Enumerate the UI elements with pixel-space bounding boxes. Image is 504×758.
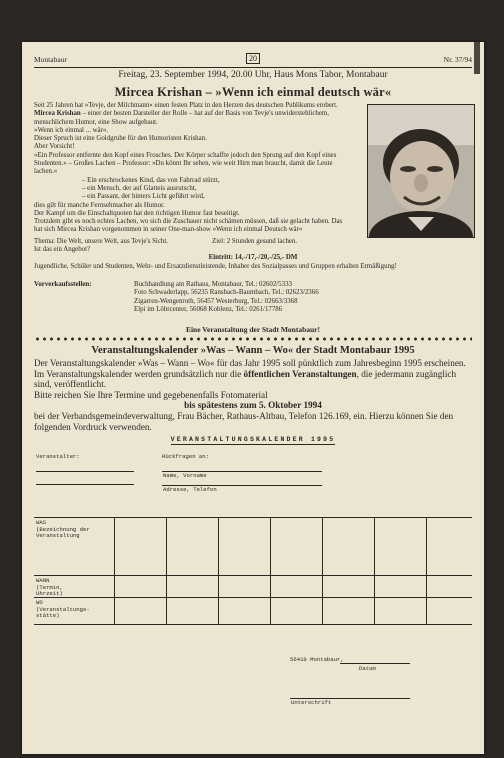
presale-label: Vorverkaufsstellen: bbox=[34, 281, 92, 288]
calendar-title: Veranstaltungskalender »Was – Wann – Wo« der Stadt Montabaur 1995 bbox=[91, 345, 415, 356]
event-article bbox=[34, 102, 352, 235]
header-issue: Nr. 37/94 bbox=[443, 55, 472, 64]
form-line-organizer-2[interactable] bbox=[36, 484, 134, 485]
header-page-number: 20 bbox=[246, 53, 260, 64]
header-rule bbox=[34, 67, 472, 68]
grid-label-when: WANN (Termin, Uhrzeit) bbox=[36, 577, 63, 598]
article-line: Aber Vorsicht! bbox=[34, 143, 75, 151]
header-town: Montabaur bbox=[34, 55, 67, 64]
article-line: Dieser Spruch ist eine Goldgrube für den Humoristen Krishan. bbox=[34, 135, 207, 143]
form-label-signature: Unterschrift bbox=[291, 699, 332, 706]
event-theme bbox=[34, 238, 474, 245]
performer-photo bbox=[367, 104, 475, 238]
calendar-paragraph: bei der Verbandsgemeindeverwaltung, Frau Bächer, Rathaus-Altbau, Telefon 126.169, ein. Hierzu können Sie den folgenden Vordruck verwenden. bbox=[34, 410, 454, 432]
page-header bbox=[34, 55, 472, 67]
presale-item: Elpi im Löhrcenter, 56068 Koblenz, Tel.: 0261/17786 bbox=[134, 305, 283, 313]
form-line-date[interactable] bbox=[340, 663, 410, 664]
event-dateline: Freitag, 23. September 1994, 20.00 Uhr, Haus Mons Tabor, Montabaur bbox=[118, 70, 388, 80]
calendar-paragraph: Im Veranstaltungskalender werden grundsätzlich nur die öffentlichen Veranstaltungen, die jedermann zugänglich sind, veröffentlicht. bbox=[34, 368, 457, 390]
form-label-name: Name, Vorname bbox=[163, 472, 207, 479]
form-label-date: Datum bbox=[359, 665, 376, 672]
article-line: – Ein erschrockenes Kind, das von Fahrrad stürzt, bbox=[82, 176, 220, 184]
calendar-paragraph: Der Veranstaltungskalender »Was – Wann – Wo« für das Jahr 1995 soll pünktlich zum Jahresbeginn 1995 erscheinen. bbox=[34, 358, 466, 368]
presale-item: Zigarren-Wengenroth, 56457 Westerburg, Tel.: 02663/3368 bbox=[134, 297, 298, 305]
event-title: Mircea Krishan – »Wenn ich einmal deutsch wär« bbox=[114, 85, 392, 99]
discount-note: Jugendliche, Schüler und Studenten, Wehr- und Ersatzdienstleistende, Inhaber des Sozialpasses und Gruppen erhalten Ermäßigung! bbox=[34, 263, 397, 270]
article-paragraph: Trotzdem gibt es noch echtes Lachen, wo sich die Zuschauer nicht schämen müssen, daß sie gelacht haben. Das hat sich Mircea Krishan vorgenommen in seiner One-man-show »Wenn ich einmal Deutsch wär« bbox=[34, 218, 343, 234]
presale-item: Foto Schwaderlapp, 56235 Ransbach-Baumbach, Tel.: 02623/2366 bbox=[134, 289, 319, 297]
form-line-organizer[interactable] bbox=[36, 471, 134, 472]
theme-text: Thema: Die Welt, unsere Welt, aus Tevje's Sicht. bbox=[34, 238, 168, 245]
public-events-emphasis: öffentlichen Veranstaltungen bbox=[243, 368, 357, 379]
article-line: – ein Passant, der hinters Licht geführt wird, bbox=[82, 193, 205, 201]
deadline: bis spätestens zum 5. Oktober 1994 bbox=[184, 400, 322, 411]
grid-label-what: WAS (Bezeichnung der Veranstaltung bbox=[36, 519, 90, 540]
form-place: 56410 Montabaur, bbox=[290, 656, 344, 663]
presale-item: Buchhandlung am Rathaus, Montabaur, Tel.: 02602/5333 bbox=[134, 281, 292, 288]
goal-text: Ziel: 2 Stunden gesund lachen. bbox=[212, 238, 298, 245]
event-entry-grid[interactable] bbox=[34, 517, 472, 625]
article-line: – ein Mensch, der auf Glatteis ausrutscht, bbox=[82, 184, 197, 192]
performer-name: Mircea Krishan bbox=[34, 110, 81, 118]
article-paragraph: Mircea Krishan – einer der besten Darsteller der Rolle – hat auf der Basis von Tevje's unwiderstehlichem, menschlichem Humor, eine Show aufgebaut. bbox=[34, 110, 329, 126]
calendar-paragraph: Bitte reichen Sie Ihre Termine und gegebenenfalls Fotomaterial bbox=[34, 389, 268, 400]
form-label-contact: Rückfragen an: bbox=[162, 453, 209, 460]
article-paragraph: »Ein Professor entfernte den Kopf eines Frosches. Der Körper schaffte jedoch den Sprung auf den Kopf eines Studenten.« – Großes Lachen – Professor: »Du könnt Ihr sehen, wie weit Hirn man braucht, damit die Leute lachen.« bbox=[34, 151, 337, 176]
admission-price: Eintritt: 14,-/17,-/20,-/25,- DM bbox=[208, 254, 298, 261]
article-line: »Wenn ich einmal ... wär«. bbox=[34, 126, 109, 134]
calendar-article bbox=[34, 358, 472, 432]
form-label-address: Adresse, Telefon bbox=[163, 486, 217, 493]
organizer-note: Eine Veranstaltung der Stadt Montabaur! bbox=[185, 325, 321, 334]
article-line: Der Kampf um die Einschaltquoten hat den richtigen Humor fast beseitigt. bbox=[34, 209, 240, 217]
grid-label-where: WO (Veranstaltungs- stätte) bbox=[36, 599, 90, 620]
offer-question: Ist das ein Angebot? bbox=[34, 246, 91, 253]
form-label-organizer: Veranstalter: bbox=[36, 453, 80, 460]
article-line: dies gilt für manche Fernsehmacher als Humor. bbox=[34, 201, 165, 209]
dotted-divider bbox=[34, 337, 472, 341]
presale-list bbox=[134, 281, 319, 314]
newspaper-page bbox=[22, 42, 484, 754]
form-title: VERANSTALTUNGSKALENDER 1995 bbox=[170, 436, 336, 443]
article-paragraph: Seit 25 Jahren hat »Tevje, der Milchmann« einen festen Platz in den Herzen des deutschen Publikums erobert. bbox=[34, 102, 338, 109]
